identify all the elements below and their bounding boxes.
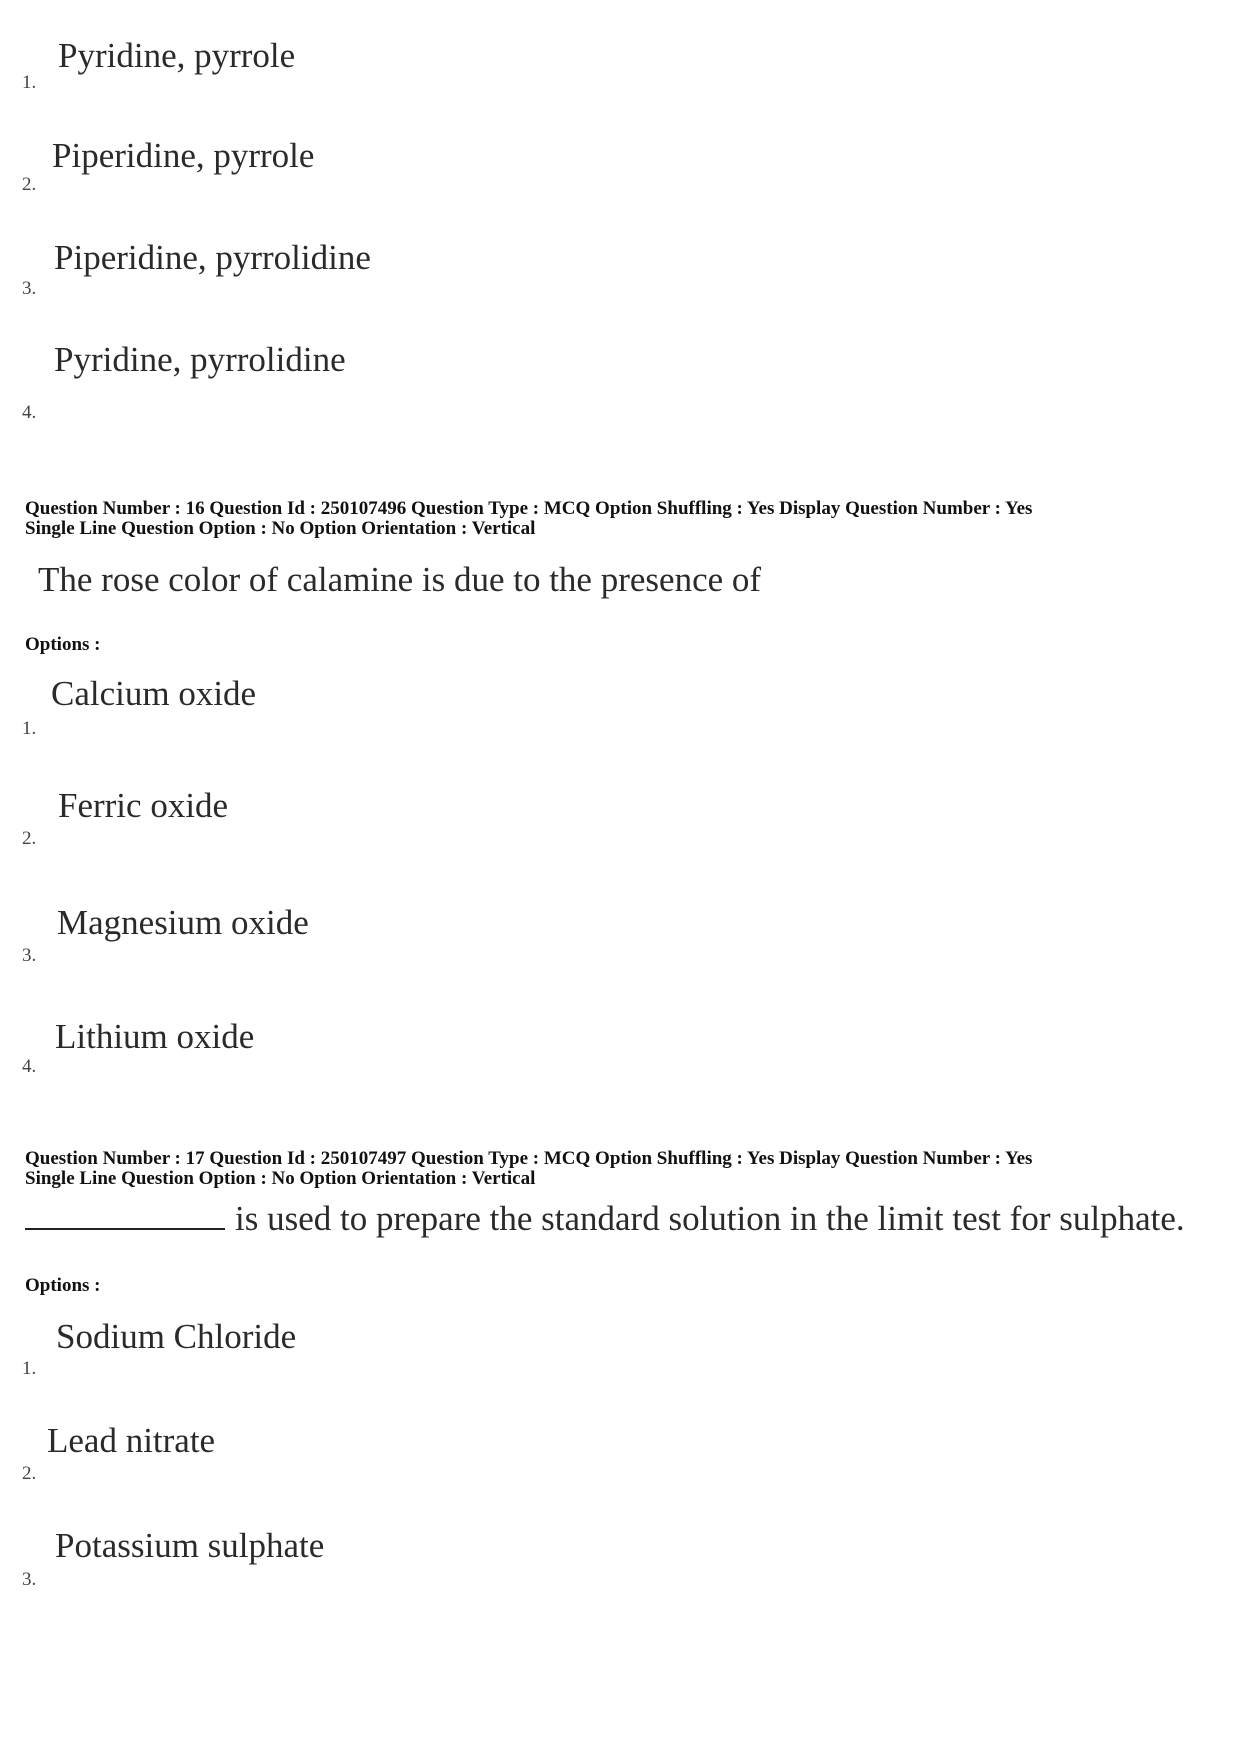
question-text xyxy=(25,1199,1185,1239)
option-number: 3. xyxy=(22,278,37,299)
option-text: Sodium Chloride xyxy=(56,1317,297,1356)
question-meta-line: Question Number : 17 Question Id : 250107497 Question Type : MCQ Option Shuffling : Yes Display Question Number : Yes xyxy=(25,1148,1033,1169)
option-text: Lithium oxide xyxy=(55,1017,255,1056)
option-text: Ferric oxide xyxy=(58,786,229,825)
option-text: Pyridine, pyrrole xyxy=(58,36,296,75)
option-text: Piperidine, pyrrolidine xyxy=(54,238,371,277)
question-text: The rose color of calamine is due to the presence of xyxy=(38,560,762,599)
fill-in-blank xyxy=(25,1200,225,1230)
question-meta-line: Single Line Question Option : No Option Orientation : Vertical xyxy=(25,518,536,539)
option-number: 1. xyxy=(22,1358,37,1379)
option-number: 2. xyxy=(22,828,37,849)
option-number: 2. xyxy=(22,1463,37,1484)
option-text: Pyridine, pyrrolidine xyxy=(54,340,346,379)
option-number: 3. xyxy=(22,945,37,966)
options-label: Options : xyxy=(25,1275,101,1296)
option-text: Piperidine, pyrrole xyxy=(52,136,315,175)
option-number: 3. xyxy=(22,1569,37,1590)
option-text: Magnesium oxide xyxy=(57,903,309,942)
option-number: 4. xyxy=(22,402,37,423)
question-meta-line: Single Line Question Option : No Option Orientation : Vertical xyxy=(25,1168,536,1189)
option-number: 1. xyxy=(22,718,37,739)
option-text: Lead nitrate xyxy=(47,1421,216,1460)
options-label: Options : xyxy=(25,634,101,655)
option-number: 2. xyxy=(22,174,37,195)
option-number: 1. xyxy=(22,72,37,93)
question-meta-line: Question Number : 16 Question Id : 250107496 Question Type : MCQ Option Shuffling : Yes Display Question Number : Yes xyxy=(25,498,1033,519)
question-meta xyxy=(25,1149,1215,1189)
option-text: Potassium sulphate xyxy=(55,1526,325,1565)
question-meta xyxy=(25,499,1215,539)
option-text: Calcium oxide xyxy=(51,674,257,713)
question-text-body: is used to prepare the standard solution in the limit test for sulphate. xyxy=(235,1199,1185,1238)
option-number: 4. xyxy=(22,1056,37,1077)
